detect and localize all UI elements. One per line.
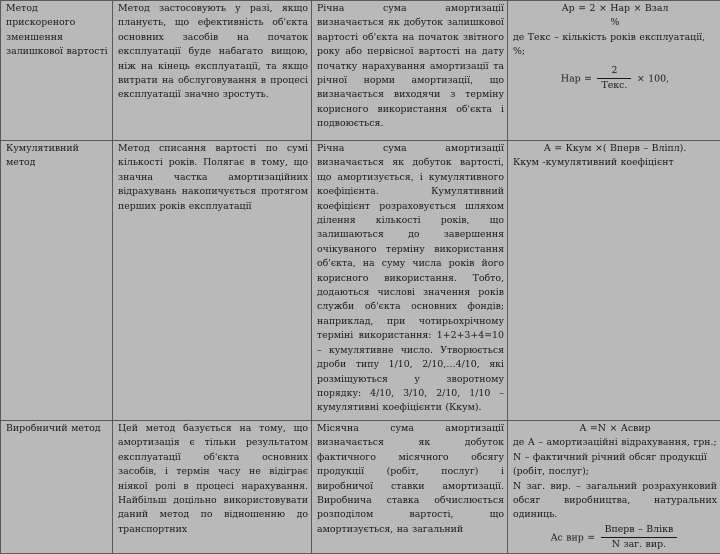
method-description-cell [113,1,312,141]
method-definition-cell [312,1,508,141]
formula-main: А =N × Асвир [513,422,717,436]
method-name-cell [1,1,113,141]
method-formula-cell [508,141,720,421]
method-formula-cell [508,1,720,141]
method-name: Виробничий метод [6,423,101,434]
formula-rhs: × 100, [637,73,669,84]
formula-main: А = Ккум ×( Вперв – Вліпл). [513,142,717,156]
formula-main: Ар = 2 × Нар × Взал [513,2,717,16]
formula-note: де Текс – кількість років експлуатації, %; [513,31,717,60]
table-row [1,141,720,421]
method-definition: Річна сума амортизації визначається як добуток залишкової вартості об'єкта на початок звітного року або первісної вартості на дату початку нарахування амортизації та річної норми амортизації, що визначається виходячи з терміну корисного використання об'єкта і подвоюється. [317,3,504,129]
formula-fraction [597,64,631,94]
formula-unit: % [513,16,717,30]
method-definition: Місячна сума амортизації визначається як добуток фактичного місячного обсягу продукції (робіт, послуг) і виробничої ставки амортизації. Виробнича ставка обчислюється розподілом вартості, що амортизується, на загальний [317,423,504,535]
method-name: Метод прискореного зменшення залишкової вартості [6,3,108,57]
formula-note-1: де А – амортизаційні відрахування, грн.; [513,436,717,450]
table-row [1,421,720,554]
method-description-cell [113,421,312,554]
formula-fraction [601,523,678,553]
formula-lhs: Ac вир = [551,532,595,543]
formula-note: Ккум -кумулятивний коефіцієнт [513,156,717,170]
method-formula-cell [508,421,720,554]
table-row [1,1,720,141]
method-description: Метод застосовують у разі, якщо плануєть, що ефективність об'єкта основних засобів на початок експлуатації буде набагато вищою, ніж на кінець експлуатації, та якщо витрати на обслуговування в процесі експлуатації значно зростуть. [118,3,308,100]
formula-expression [513,64,717,94]
fraction-numerator: Bперв – Влікв [601,523,678,538]
method-description-cell [113,141,312,421]
method-definition-cell [312,141,508,421]
method-name-cell [1,141,113,421]
formula-note-3: N заг. вир. – загальний розрахунковий обсяг виробництва, натуральних одиниць. [513,480,717,523]
method-name-cell [1,421,113,554]
method-description: Цей метод базується на тому, що амортизація є тільки результатом експлуатації об'єкта основних засобів, і термін часу не відіграє ніякої ролі в процесі нарахування. Найбільш доцільно використовувати даний метод по відношенню до транспортних [118,423,308,535]
formula-note-2: N – фактичний річний обсяг продукції (робіт, послуг); [513,451,717,480]
method-description: Метод списання вартості по сумі кількості років. Полягає в тому, що значна частка амортизаційних відрахувань накопичується протягом перших років експлуатації [118,143,308,212]
fraction-numerator: 2 [597,64,631,79]
formula-lhs: Нар = [561,73,592,84]
method-definition: Річна сума амортизації визначається як добуток вартості, що амортизується, і кумулятивного коефіцієнта. Кумулятивний коефіцієнт розраховується шляхом ділення кількості років, що залишаються до завершення очікуваного терміну використання об'єкта, на суму числа років його корисного використання. Тобто, додаються числові значення років служби об'єкта основних фондів; наприклад, при чотирьохрічному терміні використання: 1+2+3+4=10 – кумулятивне число. Утворюється дроби типу 1/10, 2/10,…4/10, які розміщуються у зворотному порядку: 4/10, 3/10, 2/10, 1/10 – кумулятивні коефіцієнти (Ккум). [317,143,504,413]
fraction-denominator: Текс. [597,79,631,93]
method-definition-cell [312,421,508,554]
formula-expression [513,523,717,553]
fraction-denominator: N заг. вир. [601,538,678,552]
method-name: Кумулятивний метод [6,143,79,168]
